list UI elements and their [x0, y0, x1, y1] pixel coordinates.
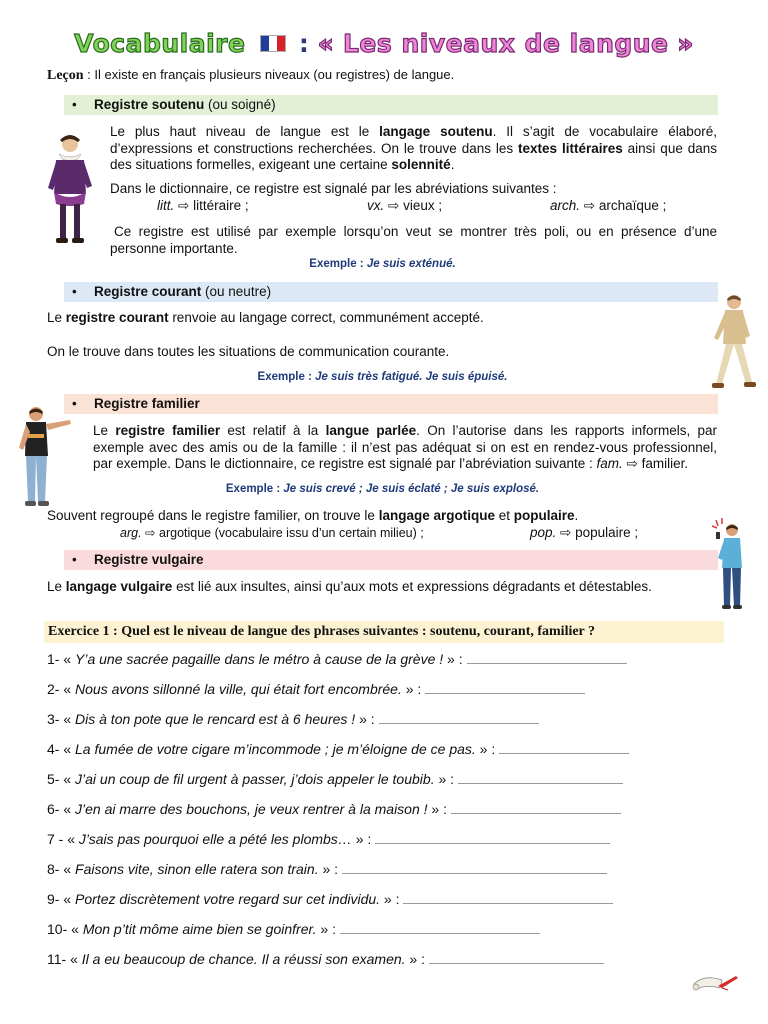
- title-word-vocabulaire: Vocabulaire: [74, 29, 246, 58]
- casual-man-icon: [14, 404, 80, 510]
- soutenu-paragraph-1: Le plus haut niveau de langue est le langage soutenu. Il s’agit de vocabulaire élaboré, d’expressions et constructions recherchées. On le trouve dans les textes littéraires ainsi que dans des situations formelles, exigeant une certaine solennité.: [110, 124, 718, 172]
- familier-heading-band: • Registre familier: [64, 394, 718, 414]
- answer-line-10[interactable]: [340, 920, 540, 934]
- answer-line-4[interactable]: [499, 740, 629, 754]
- familier-example: Exemple : Je suis crevé ; Je suis éclaté ; Je suis explosé.: [225, 483, 540, 495]
- answer-line-3[interactable]: [379, 710, 539, 724]
- vulgaire-paragraph: Le langage vulgaire est lié aux insultes, ainsi qu’aux mots et expressions dégradants et détestables.: [47, 579, 652, 594]
- abbr-arch: arch. ⇨ archaïque ;: [550, 198, 667, 213]
- exercise-heading: Exercice 1 : Quel est le niveau de langue des phrases suivantes : soutenu, courant, familier ?: [44, 621, 724, 643]
- familier-paragraph-2: Souvent regroupé dans le registre familier, on trouve le langage argotique et populaire.: [47, 508, 579, 523]
- answer-line-6[interactable]: [451, 800, 621, 814]
- title-quote-close: »: [677, 29, 694, 58]
- courant-paragraph-2: On le trouve dans toutes les situations de communication courante.: [47, 344, 450, 359]
- soutenu-example: Exemple : Je suis exténué.: [309, 258, 456, 270]
- abbr-vx: vx. ⇨ vieux ;: [367, 198, 443, 213]
- answer-line-9[interactable]: [403, 890, 613, 904]
- soutenu-heading-note: (ou soigné): [204, 97, 276, 112]
- exercise-item-6: 6- « J’en ai marre des bouchons, je veux rentrer à la maison ! » :: [47, 800, 621, 818]
- answer-line-1[interactable]: [467, 650, 627, 664]
- lesson-intro: [47, 67, 454, 84]
- vulgaire-heading: Registre vulgaire: [94, 552, 204, 567]
- courant-heading-band: • Registre courant (ou neutre): [64, 282, 718, 302]
- courant-example: Exemple : Je suis très fatigué. Je suis épuisé.: [257, 371, 508, 383]
- french-flag-icon: [260, 35, 286, 52]
- soutenu-paragraph-3: Ce registre est utilisé par exemple lorsqu’on veut se montrer très poli, ou en présence d’une personne importante.: [110, 224, 717, 256]
- exercise-item-8: 8- « Faisons vite, sinon elle ratera son train. » :: [47, 860, 607, 878]
- answer-line-11[interactable]: [429, 950, 604, 964]
- courant-heading-note: (ou neutre): [201, 284, 272, 299]
- exercise-item-1: 1- « Y’a une sacrée pagaille dans le métro à cause de la grève ! » :: [47, 650, 627, 668]
- title-separator: :: [298, 29, 309, 58]
- courant-heading: Registre courant: [94, 284, 202, 299]
- man-on-phone-icon: [712, 518, 752, 612]
- exercise-item-4: 4- « La fumée de votre cigare m’incommode ; je m’éloigne de ce pas. » :: [47, 740, 629, 758]
- exercise-item-7: 7 - « J’sais pas pourquoi elle a pété les plombs… » :: [47, 830, 610, 848]
- nobleman-icon: [40, 132, 96, 248]
- scroll-quill-icon: [692, 972, 740, 992]
- abbr-arg: arg. ⇨ argotique (vocabulaire issu d’un certain milieu) ;: [120, 526, 424, 540]
- soutenu-heading: Registre soutenu: [94, 97, 205, 112]
- answer-line-5[interactable]: [458, 770, 623, 784]
- lesson-label: Leçon: [47, 68, 84, 83]
- exercise-item-5: 5- « J’ai un coup de fil urgent à passer, j’dois appeler le toubib. » :: [47, 770, 623, 788]
- title-word-niveaux: Les niveaux de langue: [342, 29, 669, 58]
- exercise-item-2: 2- « Nous avons sillonné la ville, qui était fort encombrée. » :: [47, 680, 585, 698]
- vulgaire-heading-band: • Registre vulgaire: [64, 550, 718, 570]
- exercise-item-3: 3- « Dis à ton pote que le rencard est à 6 heures ! » :: [47, 710, 539, 728]
- courant-paragraph-1: Le registre courant renvoie au langage correct, communément accepté.: [47, 310, 484, 325]
- familier-paragraph-1: Le registre familier est relatif à la langue parlée. On l’autorise dans les rapports informels, par exemple avec des amis ou de la famille : il n’est pas adéquat si on est en rendez-vous professionnel, par exemple. Dans le dictionnaire, ce registre est signalé par l’abréviation suivante : fam. ⇨ familier.: [93, 423, 717, 471]
- title-quote-open: «: [317, 29, 335, 58]
- walking-man-icon: [706, 292, 762, 396]
- abbr-pop: pop. ⇨ populaire ;: [530, 525, 639, 540]
- page-title: [0, 26, 768, 62]
- exercise-item-10: 10- « Mon p’tit môme aime bien se goinfrer. » :: [47, 920, 540, 938]
- exercise-item-9: 9- « Portez discrètement votre regard sur cet individu. » :: [47, 890, 613, 908]
- soutenu-heading-band: • Registre soutenu (ou soigné): [64, 95, 718, 115]
- answer-line-8[interactable]: [342, 860, 607, 874]
- answer-line-7[interactable]: [375, 830, 610, 844]
- exercise-item-11: 11- « Il a eu beaucoup de chance. Il a réussi son examen. » :: [47, 950, 604, 968]
- familier-heading: Registre familier: [94, 396, 200, 411]
- abbr-litt: litt. ⇨ littéraire ;: [157, 198, 249, 213]
- soutenu-paragraph-2: Dans le dictionnaire, ce registre est signalé par les abréviations suivantes :: [110, 181, 557, 196]
- lesson-text: : Il existe en français plusieurs niveaux (ou registres) de langue.: [83, 67, 455, 82]
- answer-line-2[interactable]: [425, 680, 585, 694]
